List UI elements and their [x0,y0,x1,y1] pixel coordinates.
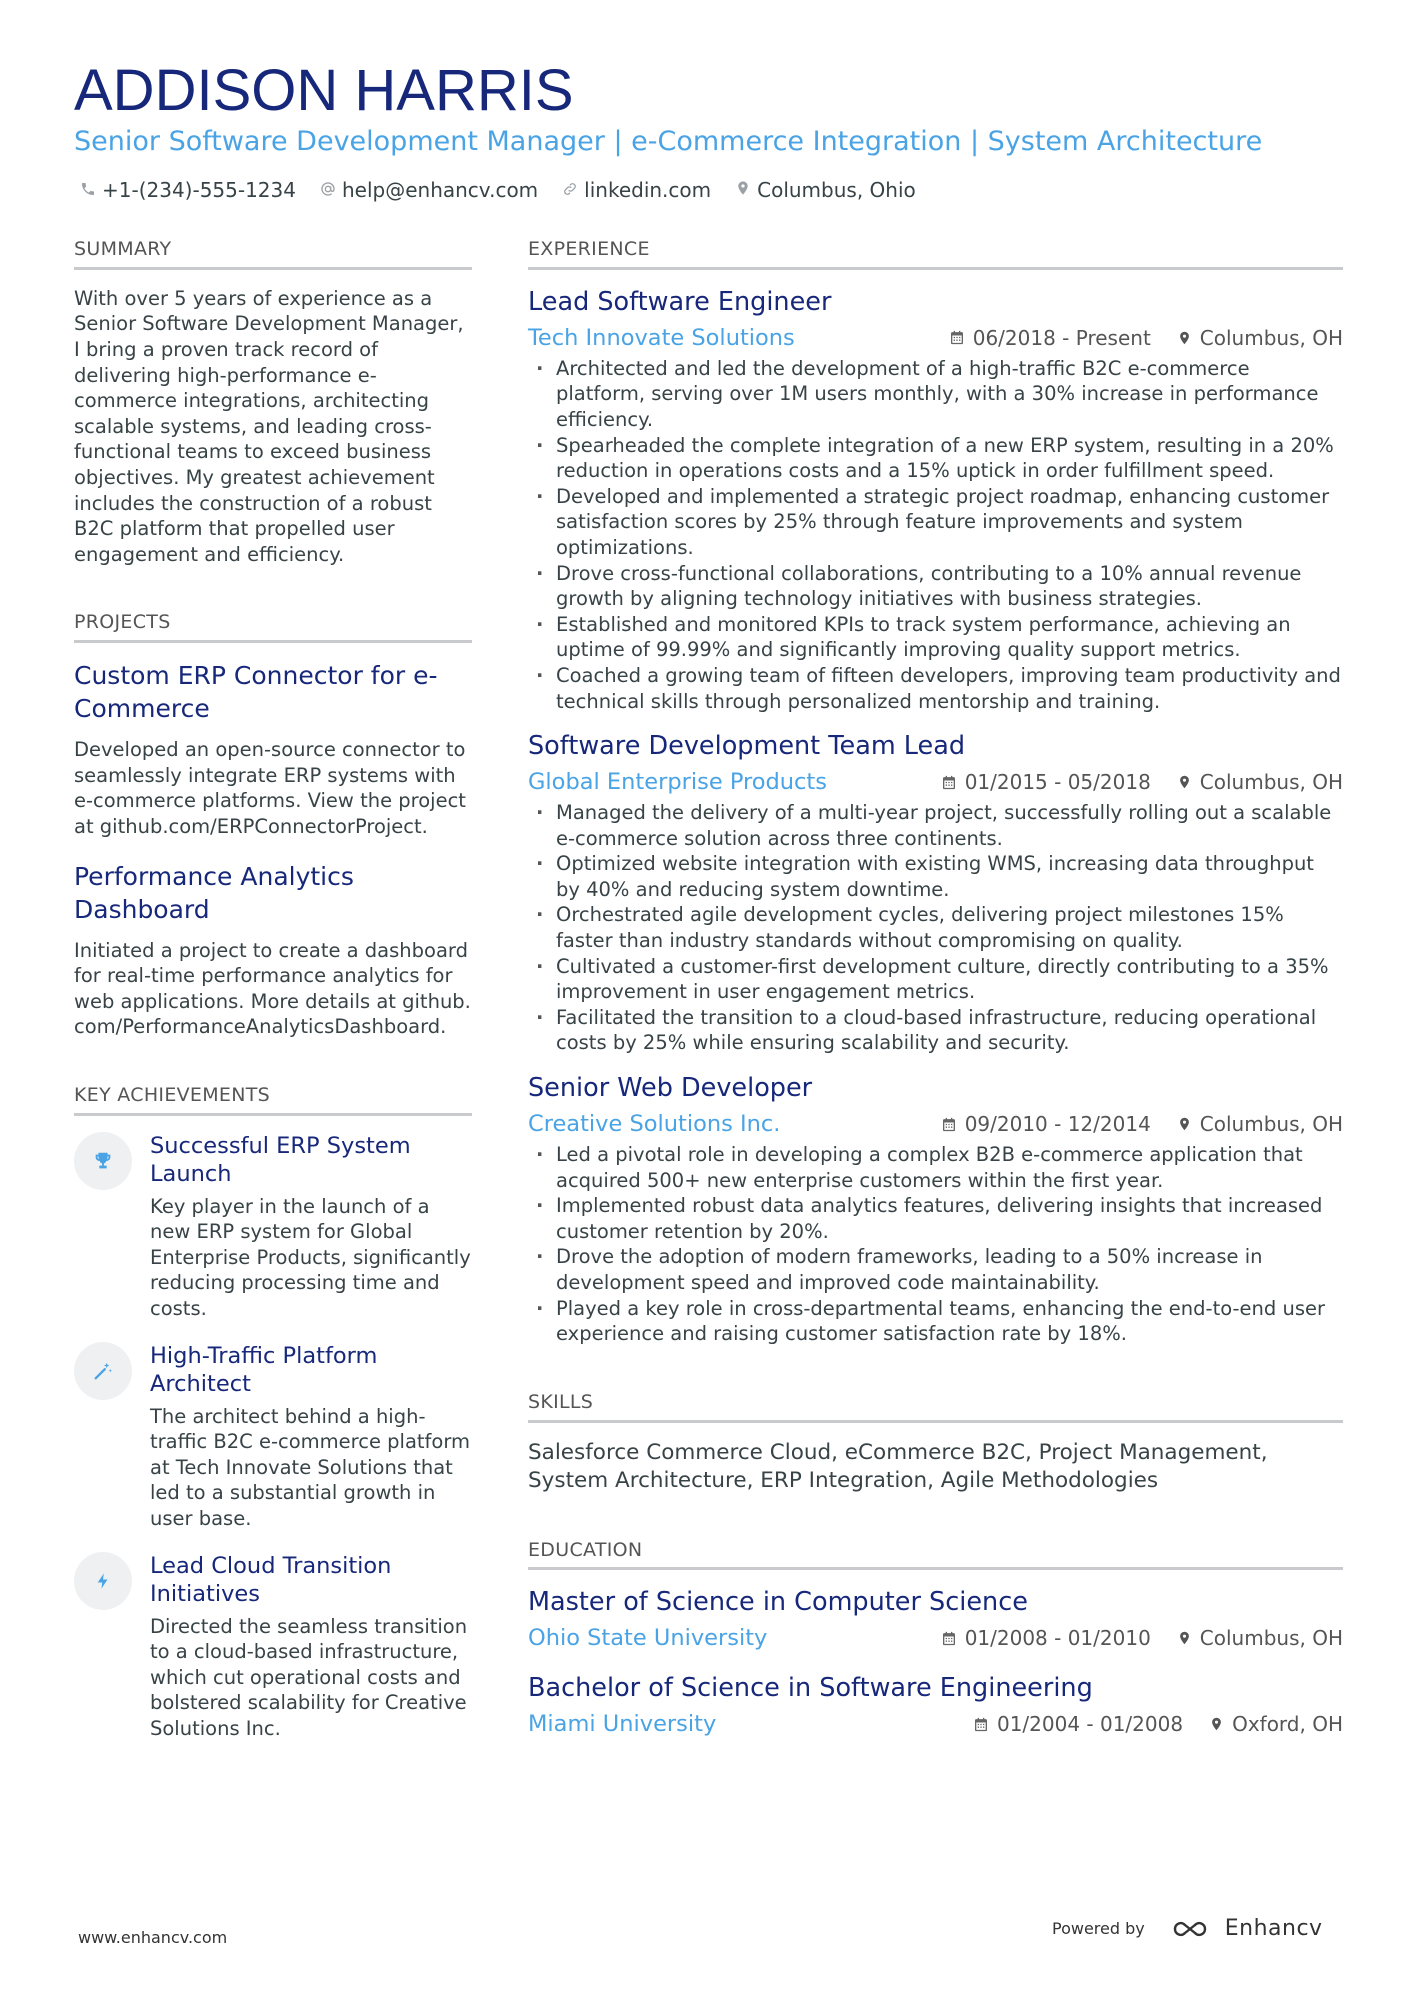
degree-title: Master of Science in Computer Science [528,1587,1028,1618]
education-section-title: EDUCATION [528,1539,1343,1571]
school-name: Ohio State University [528,1625,768,1652]
job-location: Columbus, OH [1199,770,1343,795]
education-entry [528,1672,1343,1740]
job-bullet: · Coached a growing team of fifteen developers, improving team productivity and technical skills through personalized mentorship and training. [528,663,1343,714]
calendar-icon [941,774,957,791]
education-dates: 01/2004 - 01/2008 [996,1712,1184,1737]
location-pin-icon [735,178,757,202]
job-bullet: · Orchestrated agile development cycles, delivering project milestones 15% faster than industry standards without compromising on quality. [528,902,1343,953]
email-text: help@enhancv.com [341,178,539,202]
calendar-icon [973,1716,989,1733]
project-item [74,659,472,839]
education-entry [528,1586,1343,1654]
job-dates: 01/2015 - 05/2018 [964,770,1151,795]
contact-phone[interactable] [80,178,296,202]
location-pin-icon [1177,1115,1192,1133]
footer-branding [1052,1916,1323,1941]
job-bullet: · Implemented robust data analytics features, delivering insights that increased customer retention by 20%. [528,1193,1343,1244]
right-column [528,238,1343,1758]
contact-linkedin[interactable] [562,178,711,202]
job-bullet: · Spearheaded the complete integration of a new ERP system, resulting in a 20% reduction in operations costs and a 15% uptick in order fulfillment speed. [528,433,1343,484]
candidate-name: ADDISON HARRIS [74,58,574,123]
job-dates: 06/2018 - Present [972,325,1151,350]
at-icon [320,178,342,202]
achievement-title: Lead Cloud Transition Initiatives [150,1552,392,1607]
achievement-item [74,1342,472,1532]
location-pin-icon [1177,773,1192,791]
education-location: Oxford, OH [1232,1712,1343,1737]
footer-website-link[interactable]: www.enhancv.com [78,1928,228,1947]
summary-section-title: SUMMARY [74,238,472,270]
achievement-title: Successful ERP System Launch [150,1132,411,1187]
job-bullets [528,356,1343,714]
phone-icon [80,178,102,202]
phone-text: +1-(234)-555-1234 [102,178,296,202]
project-title: Performance Analytics Dashboard [74,861,354,924]
powered-by-text: Powered by [1052,1919,1145,1938]
achievement-description: The architect behind a high-traffic B2C e-commerce platform at Tech Innovate Solutions that led to a substantial growth in user base. [150,1404,471,1531]
experience-section-title: EXPERIENCE [528,238,1343,270]
location-text: Columbus, Ohio [757,178,916,202]
job-title: Senior Web Developer [528,1073,813,1104]
enhancv-logo-icon [1171,1917,1219,1941]
achievement-title: High-Traffic Platform Architect [150,1342,378,1397]
location-pin-icon [1177,1629,1192,1647]
projects-section-title: PROJECTS [74,611,472,643]
job-location: Columbus, OH [1199,325,1343,350]
lightning-icon [74,1552,132,1610]
headline: Senior Software Development Manager | e-Commerce Integration | System Architecture [74,126,1263,157]
contact-bar [80,178,940,202]
degree-title: Bachelor of Science in Software Engineering [528,1673,1093,1704]
project-title: Custom ERP Connector for e-Commerce [74,661,438,724]
job-dates: 09/2010 - 12/2014 [964,1112,1151,1137]
link-icon [562,178,584,202]
location-pin-icon [1209,1715,1224,1733]
skills-section-title: SKILLS [528,1391,1343,1423]
skills-text: Salesforce Commerce Cloud, eCommerce B2C, Project Management, System Architecture, ERP Integration, Agile Methodologies [528,1439,1268,1493]
job-title: Lead Software Engineer [528,286,832,317]
project-item [74,860,472,1040]
job-bullet: · Facilitated the transition to a cloud-based infrastructure, reducing operational costs by 25% while ensuring scalability and security. [528,1005,1343,1056]
trophy-icon [74,1132,132,1190]
job-bullets [528,800,1343,1056]
job-bullet: · Played a key role in cross-departmental teams, enhancing the end-to-end user experience and raising customer satisfaction rate by 18%. [528,1296,1343,1347]
job-entry [528,730,1343,1056]
job-title: Software Development Team Lead [528,731,966,762]
brand-name: Enhancv [1224,1916,1323,1941]
calendar-icon [941,1116,957,1133]
calendar-icon [941,1630,957,1647]
project-description: Developed an open-source connector to seamlessly integrate ERP systems with e-commerce platforms. View the project at github.com/ERPConnectorProject. [74,738,466,838]
achievements-section-title: KEY ACHIEVEMENTS [74,1084,472,1116]
achievement-item [74,1132,472,1322]
school-name: Miami University [528,1711,717,1738]
contact-email[interactable] [320,178,538,202]
calendar-icon [949,329,965,346]
left-column [74,238,472,1762]
job-entry [528,286,1343,714]
achievement-description: Directed the seamless transition to a cloud-based infrastructure, which cut operational costs and bolstered scalability for Creative Solutions Inc. [150,1614,468,1740]
job-bullet: · Optimized website integration with existing WMS, increasing data throughput by 40% and reducing system downtime. [528,851,1343,902]
job-bullet: · Drove the adoption of modern frameworks, leading to a 50% increase in development speed and improved code maintainability. [528,1244,1343,1295]
education-dates: 01/2008 - 01/2010 [964,1626,1151,1651]
job-bullet: · Architected and led the development of a high-traffic B2C e-commerce platform, serving over 1M users monthly, with a 30% increase in performance efficiency. [528,356,1343,433]
company-name: Creative Solutions Inc. [528,1111,781,1138]
summary-text: With over 5 years of experience as a Senior Software Development Manager, I bring a proven track record of delivering high-performance e-commerce integrations, architecting scalable systems, and leading cross-functional teams to exceed business objectives. My greatest achievement includes the construction of a robust B2C platform that propelled user engagement and efficiency. [74,286,464,566]
job-bullet: · Developed and implemented a strategic project roadmap, enhancing customer satisfaction scores by 25% through feature improvements and system optimizations. [528,484,1343,561]
location-pin-icon [1177,329,1192,347]
company-name: Global Enterprise Products [528,769,827,796]
linkedin-text: linkedin.com [584,178,712,202]
achievement-item [74,1552,472,1742]
job-location: Columbus, OH [1199,1112,1343,1137]
job-entry [528,1072,1343,1347]
job-bullet: · Drove cross-functional collaborations, contributing to a 10% annual revenue growth by aligning technology initiatives with business strategies. [528,561,1343,612]
job-bullet: · Cultivated a customer-first development culture, directly contributing to a 35% improvement in user engagement metrics. [528,954,1343,1005]
job-bullet: · Managed the delivery of a multi-year project, successfully rolling out a scalable e-commerce solution across three continents. [528,800,1343,851]
job-bullet: · Established and monitored KPIs to track system performance, achieving an uptime of 99.99% and significantly improving quality support metrics. [528,612,1343,663]
contact-location [735,178,916,202]
magic-wand-icon [74,1342,132,1400]
achievement-description: Key player in the launch of a new ERP system for Global Enterprise Products, significantly reducing processing time and costs. [150,1194,471,1321]
education-location: Columbus, OH [1199,1626,1343,1651]
job-bullets [528,1142,1343,1347]
company-name: Tech Innovate Solutions [528,324,795,351]
job-bullet: · Led a pivotal role in developing a complex B2B e-commerce application that acquired 500+ new enterprise customers within the first year. [528,1142,1343,1193]
project-description: Initiated a project to create a dashboard for real-time performance analytics for web applications. More details at github.com/PerformanceAnalyticsDashboard. [74,938,471,1039]
